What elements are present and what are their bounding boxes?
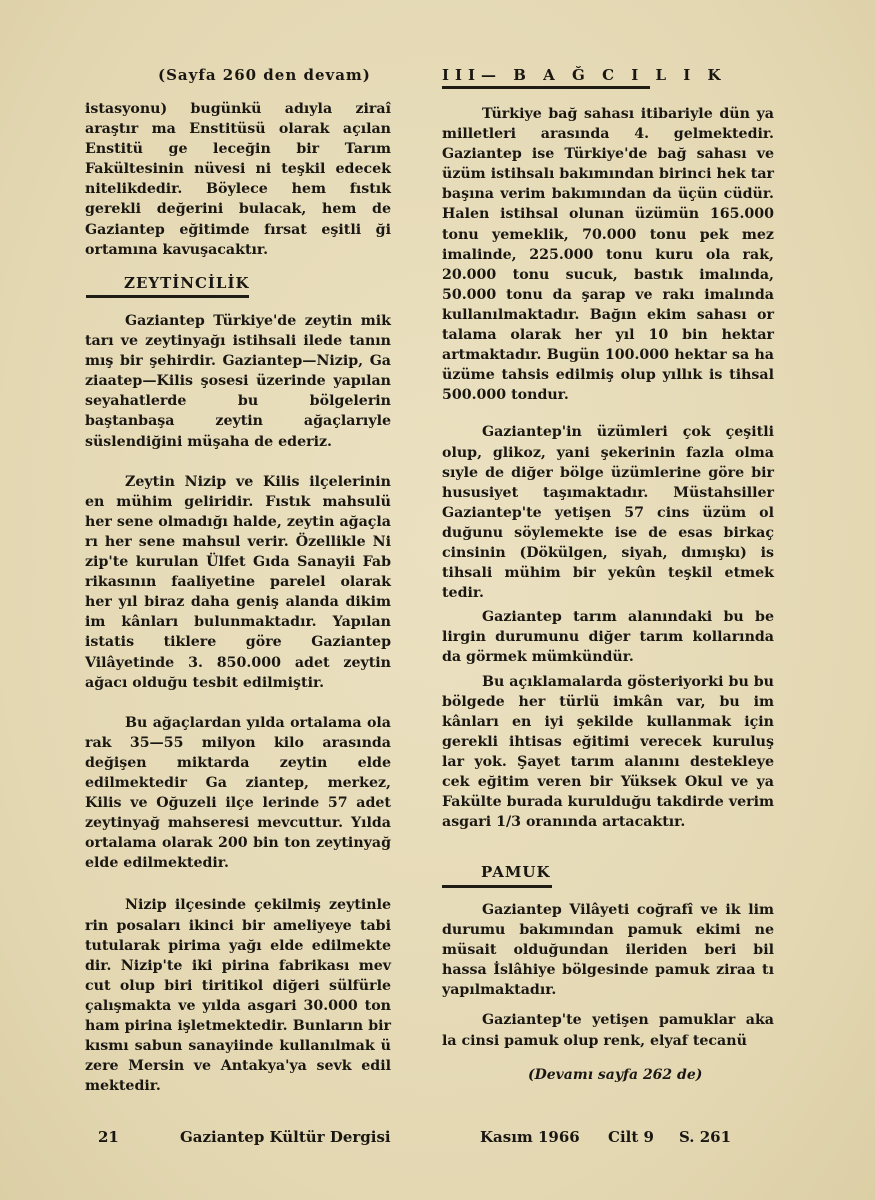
- footer-date: Kasım 1966: [480, 1128, 580, 1146]
- right-paragraph-4: Bu açıklamalarda gösteriyorki bu bu bölgede her türlü imkân var, bu im kânları en iyi şekilde kullanmak için gerekli ihtisas eğitimi verecek kuruluş lar yok. Şayet tarım alanını destekleye cek eğitim veren bir Yüksek Okul ve ya Fakülte burada kurulduğu takdirde verim asgari 1/3 oranında artacaktır.: [442, 673, 774, 831]
- left-paragraph-2: Zeytin Nizip ve Kilis ilçelerinin en mühim geliridir. Fıstık mahsulü her sene olmadığı halde, zeytin ağaçla rı her sene mahsul verir. Özellikle Ni zip'te kurulan Ülfet Gıda Sanayii Fab rikasının faaliyetine parelel olarak her yıl biraz daha geniş alanda dikim im kânları bulunmaktadır. Yapılan istatis tiklere göre Gaziantep Vilâyetinde 3. 850.000 adet zeytin ağacı olduğu tesbit edilmiştir.: [85, 473, 391, 691]
- right-paragraph-6: Gaziantep'te yetişen pamuklar aka la cinsi pamuk olup renk, elyaf tecanü: [442, 1012, 774, 1049]
- right-paragraph-1: Türkiye bağ sahası itibariyle dün ya milletleri arasında 4. gelmektedir. Gaziantep ise Türkiye'de bağ sahası ve üzüm istihsalı bakımından birinci hek tar başına verim bakımından da üçün cüdür. Halen istihsal olunan üzümün 165.000 tonu yemeklik, 70.000 tonu pek mez imalinde, 225.000 tonu kuru ola rak, 20.000 tonu sucuk, bastık imalında, 50.000 tonu da şarap ve rakı imalında kullanılmaktadır. Bağın ekim sahası or talama olarak her yıl 10 bin hektar artmaktadır. Bugün 100.000 hektar sa ha üzüme tahsis edilmiş olup yıllık is tihsal 500.000 tondur.: [442, 106, 774, 404]
- left-body: [85, 311, 391, 1108]
- section-rule-pamuk: [442, 885, 552, 888]
- header-section-title: III— B A Ğ C I L I K: [442, 66, 727, 84]
- left-paragraph-3: Bu ağaçlardan yılda ortalama ola rak 35—55 milyon kilo arasında değişen miktarda zeytin elde edilmektedir Ga ziantep, merkez, Kilis ve Oğuzeli ilçe lerinde 57 adet zeytinyağ mahseresi mevcuttur. Yılda ortalama olarak 200 bin ton zeytinyağ elde edilmektedir.: [85, 714, 391, 872]
- footer-journal-title: Gaziantep Kültür Dergisi: [180, 1128, 391, 1146]
- section-title-zeytincilik: ZEYTİNCİLİK: [124, 274, 250, 292]
- continued-note: (Devamı sayfa 262 de): [528, 1067, 703, 1083]
- left-paragraph-4: Nizip ilçesinde çekilmiş zeytinle rin posaları ikinci bir ameliyeye tabi tutularak pirima yağı elde edilmekte dir. Nizip'te iki pirina fabrikası mev cut olup biri tiritikol diğeri sülfürle çalışmakta ve yılda asgari 30.000 ton ham pirina işletmektedir. Bunların bir kısmı sabun sanayiinde kullanılmak ü zere Mersin ve Antakya'ya sevk edil mektedir.: [85, 897, 391, 1095]
- right-pamuk-body: [442, 900, 774, 1063]
- footer-volume: Cilt 9: [608, 1128, 654, 1146]
- footer-page-number: 21: [98, 1128, 119, 1146]
- right-paragraph-5: Gaziantep Vilâyeti coğrafî ve ik lim durumu bakımından pamuk ekimi ne müsait olduğundan ileriden beri bil hassa İslâhiye bölgesinde pamuk ziraa tı yapılmaktadır.: [442, 902, 774, 999]
- section-title-pamuk: PAMUK: [481, 863, 551, 881]
- header-continued-from: (Sayfa 260 den devam): [158, 66, 371, 84]
- section-rule-zeytincilik: [86, 295, 249, 298]
- header-rule: [442, 86, 650, 89]
- right-body: [442, 104, 774, 844]
- left-paragraph-1: Gaziantep Türkiye'de zeytin mik tarı ve zeytinyağı istihsali ilede tanın mış bir şehirdir. Gaziantep—Nizip, Ga ziaatep—Kilis şosesi üzerinde yapılan seyahatlerde bu bölgelerin baştanbaşa zeytin ağaçlarıyle süslendiğini müşaha de ederiz.: [85, 313, 391, 450]
- left-intro-paragraph: istasyonu) bugünkü adıyla ziraî araştır ma Enstitüsü olarak açılan Enstitü ge leceğin bir Tarım Fakültesinin nüvesi ni teşkil edecek nitelikdedir. Böylece hem fıstık gerekli değerini bulacak, hem de Gaziantep eğitimde fırsat eşitli ği ortamına kavuşacaktır.: [85, 101, 391, 258]
- left-intro: [85, 99, 391, 272]
- right-paragraph-3: Gaziantep tarım alanındaki bu be lirgin durumunu diğer tarım kollarında da görmek mümkündür.: [442, 609, 774, 666]
- right-paragraph-2: Gaziantep'in üzümleri çok çeşitli olup, glikoz, yani şekerinin fazla olma sıyle de diğer bölge üzümlerine göre bir hususiyet taşımaktadır. Müstahsiller Gaziantep'te yetişen 57 cins üzüm ol duğunu söylemekte ise de esas birkaç cinsinin (Dökülgen, siyah, dımışkı) is tihsali mühim bir yekûn teşkil etmek tedir.: [442, 424, 774, 602]
- footer-page: S. 261: [679, 1128, 732, 1146]
